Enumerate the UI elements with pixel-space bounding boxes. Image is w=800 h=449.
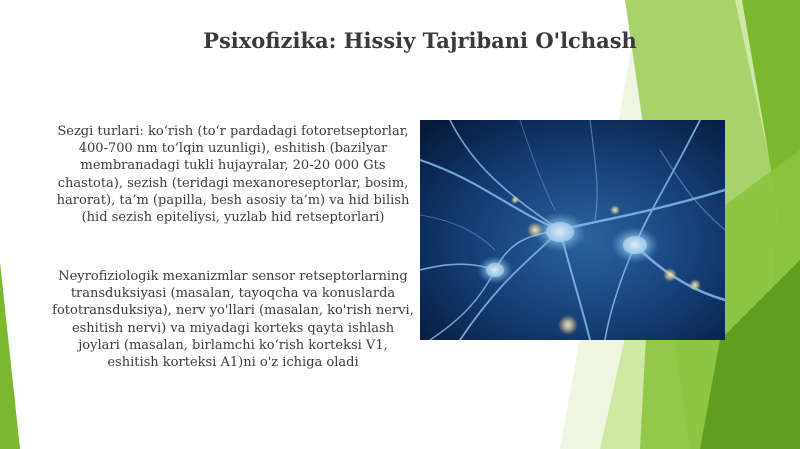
slide-title: Psixofizika: Hissiy Tajribani O'lchash: [203, 28, 637, 53]
body-paragraph-sensation-types: Sezgi turlari: ko‘rish (to‘r pardadagi fotoretseptorlar, 400-700 nm to‘lqin uzunligi), eshitish (bazilyar membranadagi tukli hujayralar, 20-20 000 Gts chastota), sezish (teridagi mexanoreseptorlar, bosim, harorat), ta’m (papilla, besh asosiy ta’m) va hid bilish (hid sezish epiteliysi, yuzlab hid retseptorlari): [56, 124, 410, 226]
neurons-image: [420, 120, 725, 340]
body-paragraph-neurophysiology: Neyrofiziologik mexanizmlar sensor retseptorlarning transduksiyasi (masalan, tayoqcha va konuslarda fototransduksiya), nerv yo'llari (masalan, ko'rish nervi, eshitish nervi) va miyadagi korteks qayta ishlash joylari (masalan, birlamchi ko‘rish korteksi V1, eshitish korteksi A1)ni o'z ichiga oladi: [52, 269, 414, 371]
image-vignette: [420, 120, 725, 340]
left-green-sliver: [0, 262, 20, 449]
